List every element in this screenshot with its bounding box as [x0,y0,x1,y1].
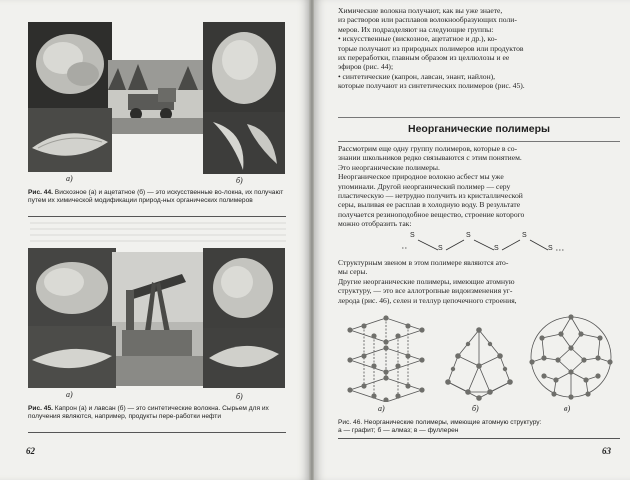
fig46-label-a: а) [378,404,385,413]
body-line: пластическую — нетрудно получить из кристаллической [338,191,523,201]
sulfur-chain-formula [398,232,568,256]
after-line: лерода (рис. 46), селен и теллур цепочечного строения, [338,295,517,305]
sulfur-atom: S [410,232,415,239]
fig45-caption-number: Рис. 45. [28,405,53,412]
fig46-rule [338,438,620,439]
body-line: упоминали. Другой неорганический полимер — серу [338,181,511,191]
intro-line: торые получают из природных полимеров или продуктов [338,43,524,53]
body-paragraph [338,144,620,229]
after-formula-paragraph [338,258,620,305]
intro-line: Химические волокна получают, как вы уже знаете, [338,6,503,15]
acetate-fiber-photo [203,22,285,114]
fig44-label-a: а) [66,174,73,183]
fig46-label-c: в) [564,404,571,413]
intro-line: которые получают из синтетических полимеров (рис. 45). [338,81,525,91]
fig46-label-b: б) [472,404,479,413]
oil-pump-photo [112,252,208,386]
section-rule-bottom [338,141,620,142]
acetate-skein-photo [203,112,285,174]
right-page [314,0,630,480]
body-line: Рассмотрим еще одну группу полимеров, которые в со- [338,144,518,153]
kapron-skein-photo [28,326,116,388]
sulfur-atom: S [438,245,443,252]
sulfur-chain-bonds [398,232,568,256]
right-page-number: 63 [602,446,611,456]
section-title: Неорганические полимеры [408,123,550,135]
sulfur-atom: S [548,245,553,252]
body-line: получается резиноподобное вещество, строение которого [338,209,525,219]
viscose-skein-photo [28,108,112,172]
fig45-caption-text: Капрон (а) и лавсан (б) — это синтетические волокна. Сырьем для их получения являются, например, продукты пере-работки нефти [28,405,269,420]
fig44-caption-text: Вискозное (а) и ацетатное (б) — это искусственные во-локна, их получают путем их химической модификации природ-ных органических полимеров [28,189,284,204]
body-line: серы, выливая ее расплав в холодную воду. В результате [338,200,521,210]
section-rule-top [338,117,620,118]
show-through-text [30,222,286,244]
diamond-structure-diagram [442,326,516,402]
intro-line: из растворов или расплавов волокнообразующих поли- [338,15,517,25]
kapron-fiber-photo [28,248,116,326]
fig46-caption-line1: Рис. 46. Неорганические полимеры, имеющие атомную структуру: [338,419,542,426]
fig44-caption-number: Рис. 44. [28,189,53,196]
fig45-label-a: а) [66,390,73,399]
left-page-number: 62 [26,446,35,456]
sulfur-atom: S [494,245,499,252]
lavsan-fiber-photo [203,248,285,328]
after-line: мы серы. [338,267,368,277]
body-line: Неорганическое природное волокно асбест мы уже [338,172,504,182]
sulfur-atom: S [522,232,527,239]
body-line: знании школьников редко связываются с этим понятием. [338,153,522,163]
logging-truck-photo [108,60,206,134]
after-line: Структурным звеном в этом полимере являются ато- [338,258,509,267]
body-line: можно отобразить так: [338,219,412,229]
intro-line: • искусственные (вискозное, ацетатное и др.), ко- [338,34,498,44]
lavsan-skein-photo [203,328,285,388]
fullerene-structure-diagram [526,312,616,402]
intro-line: меров. Их подразделяют на следующие группы: [338,24,494,34]
fig45-label-b: б) [236,392,243,401]
fig46-caption-line2: а — графит; б — алмаз; в — фуллерен [338,427,459,434]
fig45-caption [28,405,286,421]
viscose-cotton-photo [28,22,112,112]
graphite-structure-diagram [344,312,428,402]
sulfur-atom: S [466,232,471,239]
intro-line: их переработки, главным образом из целлюлозы и ее [338,53,510,63]
left-page [0,0,310,480]
fig44-rule [28,216,286,217]
fig44-label-b: б) [236,176,243,185]
intro-line: эфиров (рис. 44); [338,62,394,72]
after-line: структуру, — это все аллотропные видоизменения уг- [338,286,513,296]
intro-line: • синтетические (капрон, лавсан, энант, найлон), [338,71,496,81]
fig46-caption [338,419,620,435]
intro-paragraph [338,6,620,91]
after-line: Другие неорганические полимеры, имеющие атомную [338,276,515,286]
body-line: Это неорганические полимеры. [338,162,440,172]
fig44-caption [28,189,286,205]
fig45-rule [28,432,286,433]
